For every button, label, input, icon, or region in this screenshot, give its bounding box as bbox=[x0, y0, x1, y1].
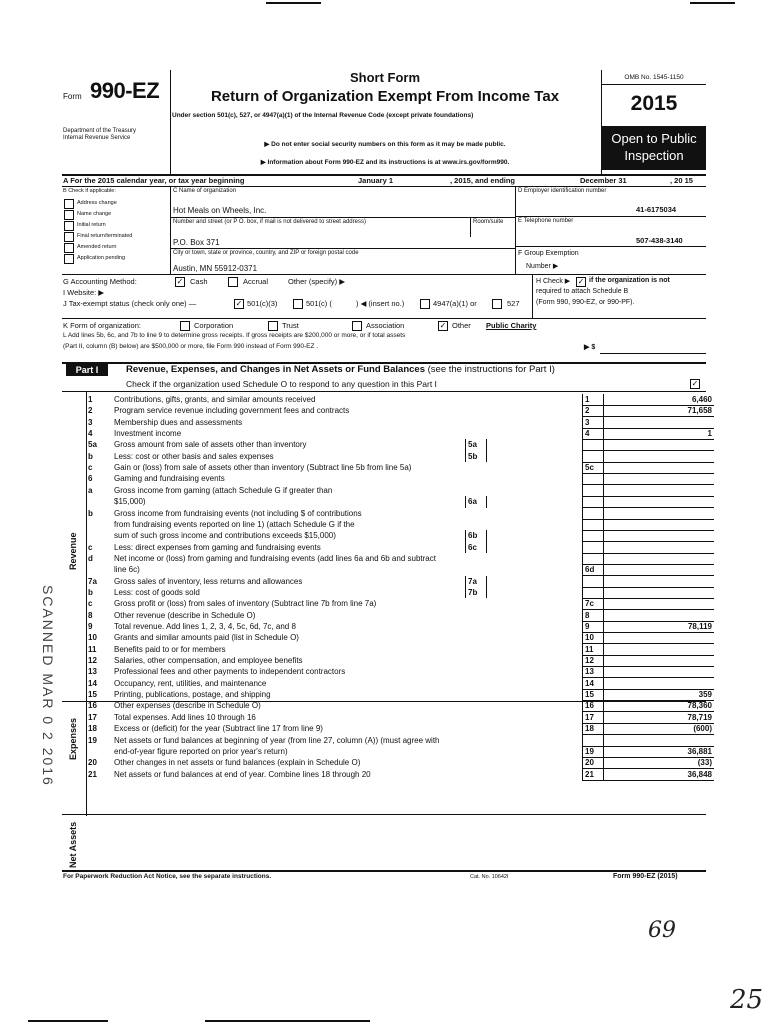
line-h-required: required to attach Schedule B bbox=[536, 288, 629, 295]
form-of-org-label: K Form of organization: bbox=[63, 321, 141, 330]
line-amount[interactable]: 6,460 bbox=[691, 395, 712, 404]
line-reference: 3 bbox=[582, 417, 604, 428]
line-reference: 1 bbox=[582, 394, 604, 405]
part-1-line-row bbox=[88, 519, 714, 530]
line-number: b bbox=[88, 508, 93, 518]
schedule-o-checkbox[interactable]: ✓ bbox=[691, 379, 699, 388]
line-description: $15,000) bbox=[114, 497, 146, 507]
line-sub-reference: 7a bbox=[465, 576, 487, 587]
line-number: 12 bbox=[88, 656, 97, 666]
other-org-checkbox[interactable]: ✓ bbox=[439, 321, 447, 330]
part-1-line-row bbox=[88, 542, 714, 553]
trust-label: Trust bbox=[282, 321, 299, 330]
group-exemption-number: Number ▶ bbox=[526, 263, 559, 270]
line-reference bbox=[582, 451, 604, 462]
association-label: Association bbox=[366, 321, 405, 330]
line-description: Printing, publications, postage, and shipping bbox=[114, 690, 271, 700]
line-description: Grants and similar amounts paid (list in Schedule O) bbox=[114, 633, 299, 643]
4947a1-checkbox[interactable] bbox=[420, 299, 430, 309]
line-number: 8 bbox=[88, 610, 93, 620]
line-reference bbox=[582, 473, 604, 484]
part-1-line-row bbox=[88, 473, 714, 484]
line-number: 2 bbox=[88, 406, 93, 416]
line-reference: 12 bbox=[582, 655, 604, 666]
line-description: Net assets or fund balances at end of year. Combine lines 18 through 20 bbox=[114, 769, 371, 779]
line-number: 4 bbox=[88, 429, 93, 439]
ein-label: D Employer identification number bbox=[518, 188, 607, 194]
line-reference: 21 bbox=[582, 769, 604, 780]
other-method-label: Other (specify) ▶ bbox=[288, 277, 346, 286]
amended-return-checkbox[interactable] bbox=[64, 243, 74, 253]
part-1-line-row bbox=[88, 723, 714, 734]
line-h-not: if the organization is not bbox=[589, 277, 670, 284]
line-reference: 7c bbox=[582, 598, 604, 609]
line-description: line 6c) bbox=[114, 565, 140, 575]
tax-exempt-label: J Tax-exempt status (check only one) — bbox=[63, 299, 197, 308]
part-1-line-row bbox=[88, 689, 714, 700]
line-sub-reference: 7b bbox=[465, 587, 487, 598]
expenses-side-label: Expenses bbox=[68, 717, 78, 760]
initial-return-checkbox[interactable] bbox=[64, 221, 74, 231]
line-description: Less: direct expenses from gaming and fundraising events bbox=[114, 542, 321, 552]
city-label: City or town, state or province, country, and ZIP or foreign postal code bbox=[173, 250, 359, 256]
amended-return-label: Amended return bbox=[77, 244, 117, 250]
net-assets-side-label: Net Assets bbox=[68, 821, 78, 868]
ein-value: 41-6175034 bbox=[636, 205, 677, 214]
line-description: Less: cost of goods sold bbox=[114, 587, 200, 597]
part-1-title: Revenue, Expenses, and Changes in Net Assets or Fund Balances (see the instructions for Part I) bbox=[126, 364, 555, 375]
line-amount[interactable]: 78,719 bbox=[687, 712, 712, 722]
501c3-checkbox[interactable]: ✓ bbox=[235, 299, 243, 308]
department: Department of the Treasury Internal Revenue Service bbox=[63, 128, 137, 141]
line-reference: 15 bbox=[582, 689, 604, 700]
part-1-line-row bbox=[88, 462, 714, 473]
line-number: 6 bbox=[88, 474, 93, 484]
line-reference bbox=[582, 553, 604, 564]
street-label: Number and street (or P O. box, if mail is not delivered to street address) bbox=[173, 219, 366, 225]
line-description: Gain or (loss) from sale of assets other than inventory (Subtract line 5b from line 5a) bbox=[114, 463, 412, 473]
part-1-line-row bbox=[88, 735, 714, 746]
instructions-info: ▶ Information about Form 990-EZ and its instructions is at www.irs.gov/form990. bbox=[260, 159, 510, 166]
4947a1-label: 4947(a)(1) or bbox=[433, 299, 477, 308]
527-label: 527 bbox=[507, 299, 520, 308]
part-1-tag: Part I bbox=[66, 364, 108, 376]
line-number: b bbox=[88, 587, 93, 597]
tax-year-begin: January 1 bbox=[358, 176, 394, 185]
line-reference bbox=[582, 735, 604, 746]
line-description: Professional fees and other payments to independent contractors bbox=[114, 667, 346, 677]
line-number: 19 bbox=[88, 735, 97, 745]
part-1-line-row bbox=[88, 530, 714, 541]
line-number: 20 bbox=[88, 758, 97, 768]
part-1-line-row bbox=[88, 428, 714, 439]
accrual-checkbox[interactable] bbox=[228, 277, 238, 287]
part-1-line-row bbox=[88, 757, 714, 768]
line-reference bbox=[582, 519, 604, 530]
line-description: Other expenses (describe in Schedule O) bbox=[114, 701, 261, 711]
line-description: Gross sales of inventory, less returns and allowances bbox=[114, 576, 303, 586]
line-reference: 13 bbox=[582, 666, 604, 677]
line-description: end-of-year figure reported on prior year's return) bbox=[114, 746, 288, 756]
line-reference: 8 bbox=[582, 610, 604, 621]
insert-no-label: ) ◀ (insert no.) bbox=[356, 299, 405, 308]
accrual-label: Accrual bbox=[243, 277, 269, 286]
row-divider bbox=[582, 780, 714, 781]
line-description: Salaries, other compensation, and employee benefits bbox=[114, 656, 303, 666]
name-change-checkbox[interactable] bbox=[64, 210, 74, 220]
line-amount[interactable]: 36,848 bbox=[687, 769, 712, 779]
line-number: 10 bbox=[88, 633, 97, 643]
line-reference: 6d bbox=[582, 564, 604, 575]
line-description: Gross income from fundraising events (not including $ of contributions bbox=[114, 508, 362, 518]
line-reference: 11 bbox=[582, 644, 604, 655]
line-description: Total expenses. Add lines 10 through 16 bbox=[114, 712, 256, 722]
line-number: 7a bbox=[88, 576, 97, 586]
line-number: 18 bbox=[88, 724, 97, 734]
address-change-checkbox[interactable] bbox=[64, 199, 74, 209]
line-sub-reference: 6b bbox=[465, 530, 487, 541]
part-1-line-row bbox=[88, 632, 714, 643]
line-reference: 14 bbox=[582, 678, 604, 689]
501c-checkbox[interactable] bbox=[293, 299, 303, 309]
line-amount[interactable]: (33) bbox=[697, 758, 712, 768]
corporation-label: Corporation bbox=[194, 321, 234, 330]
form-footer: Form 990-EZ (2015) bbox=[613, 873, 678, 880]
line-reference: 19 bbox=[582, 746, 604, 757]
line-number: c bbox=[88, 463, 93, 473]
part-1-line-row bbox=[88, 587, 714, 598]
part-1-line-row bbox=[88, 417, 714, 428]
line-description: Gross profit or (loss) from sales of inventory (Subtract line 7b from line 7a) bbox=[114, 599, 377, 609]
line-number: 14 bbox=[88, 678, 97, 688]
application-pending-label: Application pending bbox=[77, 255, 126, 261]
part-1-line-row bbox=[88, 700, 714, 711]
line-description: Membership dues and assessments bbox=[114, 417, 243, 427]
line-description: Less: cost or other basis and sales expenses bbox=[114, 451, 274, 461]
line-description: from fundraising events reported on line 1) (attach Schedule G if the bbox=[114, 519, 355, 529]
line-number: c bbox=[88, 599, 93, 609]
part-1-line-row bbox=[88, 553, 714, 564]
part-1-line-row bbox=[88, 769, 714, 780]
line-reference bbox=[582, 587, 604, 598]
part-1-line-row bbox=[88, 508, 714, 519]
line-amount[interactable]: 71,658 bbox=[687, 406, 712, 416]
line-number: d bbox=[88, 553, 93, 563]
line-reference bbox=[582, 542, 604, 553]
tax-year-end: December 31 bbox=[580, 176, 627, 185]
line-reference: 4 bbox=[582, 428, 604, 439]
org-name: Hot Meals on Wheels, Inc. bbox=[173, 206, 267, 215]
website-label: I Website: ▶ bbox=[63, 288, 105, 297]
other-org-value: Public Charity bbox=[486, 321, 537, 330]
line-number: 13 bbox=[88, 667, 97, 677]
line-l-text-1: L Add lines 5b, 6c, and 7b to line 9 to determine gross receipts. If gross receipts are $200,000 or more, or if total assets bbox=[63, 332, 406, 339]
form-prefix: Form bbox=[63, 92, 82, 101]
line-l-text-2: (Part II, column (B) below) are $500,000 or more, file Form 990 instead of Form 990-EZ . bbox=[63, 343, 319, 350]
line-description: Contributions, gifts, grants, and similar amounts received bbox=[114, 395, 316, 404]
application-pending-checkbox[interactable] bbox=[64, 254, 74, 264]
line-description: Other revenue (describe in Schedule O) bbox=[114, 610, 256, 620]
part-1-line-row bbox=[88, 655, 714, 666]
final-return-label: Final return/terminated bbox=[77, 233, 133, 239]
line-description: Excess or (deficit) for the year (Subtract line 17 from line 9) bbox=[114, 724, 323, 734]
line-number: 15 bbox=[88, 690, 97, 700]
association-checkbox[interactable] bbox=[352, 321, 362, 331]
part-1-line-row bbox=[88, 394, 714, 405]
line-reference: 9 bbox=[582, 621, 604, 632]
org-name-label: C Name of organization bbox=[173, 188, 237, 194]
room-suite-label: Room/suite bbox=[473, 219, 504, 225]
line-number: 5a bbox=[88, 440, 97, 450]
revenue-side-label: Revenue bbox=[68, 532, 78, 570]
line-h-forms: (Form 990, 990-EZ, or 990-PF). bbox=[536, 299, 635, 306]
open-to-public-box: Open to Public Inspection bbox=[602, 126, 706, 170]
line-sub-reference: 6c bbox=[465, 542, 487, 553]
line-number: 21 bbox=[88, 769, 97, 779]
line-number: 9 bbox=[88, 622, 93, 631]
part-1-line-row bbox=[88, 598, 714, 609]
line-description: Other changes in net assets or fund balances (explain in Schedule O) bbox=[114, 758, 361, 768]
line-number: 17 bbox=[88, 712, 97, 722]
line-description: Gaming and fundraising events bbox=[114, 474, 225, 484]
line-description: sum of such gross income and contributions exceeds $15,000) bbox=[114, 531, 336, 541]
line-reference bbox=[582, 508, 604, 519]
final-return-checkbox[interactable] bbox=[64, 232, 74, 242]
527-checkbox[interactable] bbox=[492, 299, 502, 309]
org-city: Austin, MN 55912-0371 bbox=[173, 264, 258, 273]
line-description: Occupancy, rent, utilities, and maintenance bbox=[114, 678, 267, 688]
line-reference bbox=[582, 530, 604, 541]
handwritten-note-1: 69 bbox=[648, 918, 676, 943]
part-1-line-row bbox=[88, 405, 714, 416]
form-title: Return of Organization Exempt From Income Tax bbox=[210, 88, 560, 105]
short-form-label: Short Form bbox=[349, 70, 421, 85]
cash-checkbox[interactable]: ✓ bbox=[176, 277, 184, 286]
line-description: Program service revenue including government fees and contracts bbox=[114, 406, 350, 416]
phone-label: E Telephone number bbox=[518, 218, 574, 224]
part-1-line-row bbox=[88, 610, 714, 621]
part-1-line-row bbox=[88, 439, 714, 450]
part-1-line-row bbox=[88, 496, 714, 507]
line-description: Gross income from gaming (attach Schedule G if greater than bbox=[114, 485, 333, 495]
line-amount[interactable]: 1 bbox=[707, 429, 712, 439]
501c3-label: 501(c)(3) bbox=[247, 299, 278, 308]
line-a-mid: , 2015, and ending bbox=[450, 176, 516, 185]
line-description: Investment income bbox=[114, 429, 182, 439]
paperwork-notice: For Paperwork Reduction Act Notice, see the separate instructions. bbox=[63, 873, 272, 880]
accounting-method-label: G Accounting Method: bbox=[63, 277, 137, 286]
line-reference: 20 bbox=[582, 757, 604, 768]
line-a-label: A For the 2015 calendar year, or tax year beginning bbox=[63, 176, 245, 185]
under-section: Under section 501(c), 527, or 4947(a)(1) of the Internal Revenue Code (except private foundations) bbox=[172, 112, 474, 119]
line-description: Total revenue. Add lines 1, 2, 3, 4, 5c, 6d, 7c, and 8 bbox=[114, 622, 296, 631]
line-amount[interactable]: 36,881 bbox=[687, 746, 712, 756]
part-1-line-row bbox=[88, 621, 714, 632]
line-amount[interactable]: 78,360 bbox=[687, 701, 712, 711]
ssn-warning: ▶ Do not enter social security numbers on this form as it may be made public. bbox=[264, 141, 506, 148]
form-number: 990-EZ bbox=[90, 78, 160, 103]
line-number: b bbox=[88, 451, 93, 461]
part-1-line-row bbox=[88, 451, 714, 462]
line-amount[interactable]: 78,119 bbox=[687, 622, 712, 631]
line-sub-reference: 5b bbox=[465, 451, 487, 462]
line-reference: 2 bbox=[582, 405, 604, 416]
line-number: 3 bbox=[88, 417, 93, 427]
line-reference: 16 bbox=[582, 700, 604, 711]
line-reference bbox=[582, 439, 604, 450]
line-description: Net income or (loss) from gaming and fundraising events (add lines 6a and 6b and subtract bbox=[114, 553, 436, 563]
line-number: 16 bbox=[88, 701, 97, 711]
part-1-line-row bbox=[88, 644, 714, 655]
cash-label: Cash bbox=[190, 277, 208, 286]
part-1-line-row bbox=[88, 712, 714, 723]
line-number: 11 bbox=[88, 644, 97, 654]
line-reference bbox=[582, 576, 604, 587]
part-1-line-row bbox=[88, 576, 714, 587]
line-number: c bbox=[88, 542, 93, 552]
part-1-line-row bbox=[88, 666, 714, 677]
line-description: Gross amount from sale of assets other than inventory bbox=[114, 440, 307, 450]
part-1-line-row bbox=[88, 678, 714, 689]
part-1-line-row bbox=[88, 746, 714, 757]
address-change-label: Address change bbox=[77, 200, 117, 206]
tax-year-end-year: , 20 15 bbox=[670, 176, 693, 185]
line-sub-reference: 5a bbox=[465, 439, 487, 450]
line-description: Net assets or fund balances at beginning of year (from line 27, column (A)) (must agree with bbox=[114, 735, 440, 745]
name-change-label: Name change bbox=[77, 211, 112, 217]
trust-checkbox[interactable] bbox=[268, 321, 278, 331]
tax-year: 2015 bbox=[630, 92, 678, 115]
schedule-b-checkbox[interactable]: ✓ bbox=[577, 277, 585, 286]
phone-value: 507-438-3140 bbox=[636, 236, 683, 245]
part-1-line-row bbox=[88, 485, 714, 496]
line-reference bbox=[582, 496, 604, 507]
initial-return-label: Initial return bbox=[77, 222, 106, 228]
line-amount[interactable]: 359 bbox=[698, 690, 712, 700]
corporation-checkbox[interactable] bbox=[180, 321, 190, 331]
gross-receipts-dollar: ▶ $ bbox=[584, 344, 596, 351]
handwritten-note-2: 25 bbox=[730, 985, 764, 1015]
schedule-o-check-line: Check if the organization used Schedule O to respond to any question in this Part I bbox=[126, 379, 437, 389]
line-reference: 18 bbox=[582, 723, 604, 734]
line-reference bbox=[582, 485, 604, 496]
line-h-text: H Check ▶ bbox=[536, 278, 571, 285]
line-sub-reference: 6a bbox=[465, 496, 487, 507]
line-number: a bbox=[88, 485, 93, 495]
omb-number: OMB No. 1545-1150 bbox=[624, 74, 684, 81]
line-reference: 10 bbox=[582, 632, 604, 643]
org-street: P.O. Box 371 bbox=[173, 238, 220, 247]
other-org-label: Other bbox=[452, 321, 471, 330]
line-amount[interactable]: (600) bbox=[693, 724, 712, 734]
box-b-title: B Check if applicable: bbox=[63, 188, 116, 194]
part-1-line-row bbox=[88, 564, 714, 575]
line-reference: 17 bbox=[582, 712, 604, 723]
501c-label: 501(c) ( bbox=[306, 299, 332, 308]
line-reference: 5c bbox=[582, 462, 604, 473]
line-number: 1 bbox=[88, 395, 93, 404]
scanned-stamp: SCANNED MAR 0 2 2016 bbox=[40, 585, 56, 787]
line-description: Benefits paid to or for members bbox=[114, 644, 226, 654]
group-exemption-label: F Group Exemption bbox=[518, 250, 579, 257]
catalog-number: Cat. No. 10642I bbox=[470, 874, 509, 880]
